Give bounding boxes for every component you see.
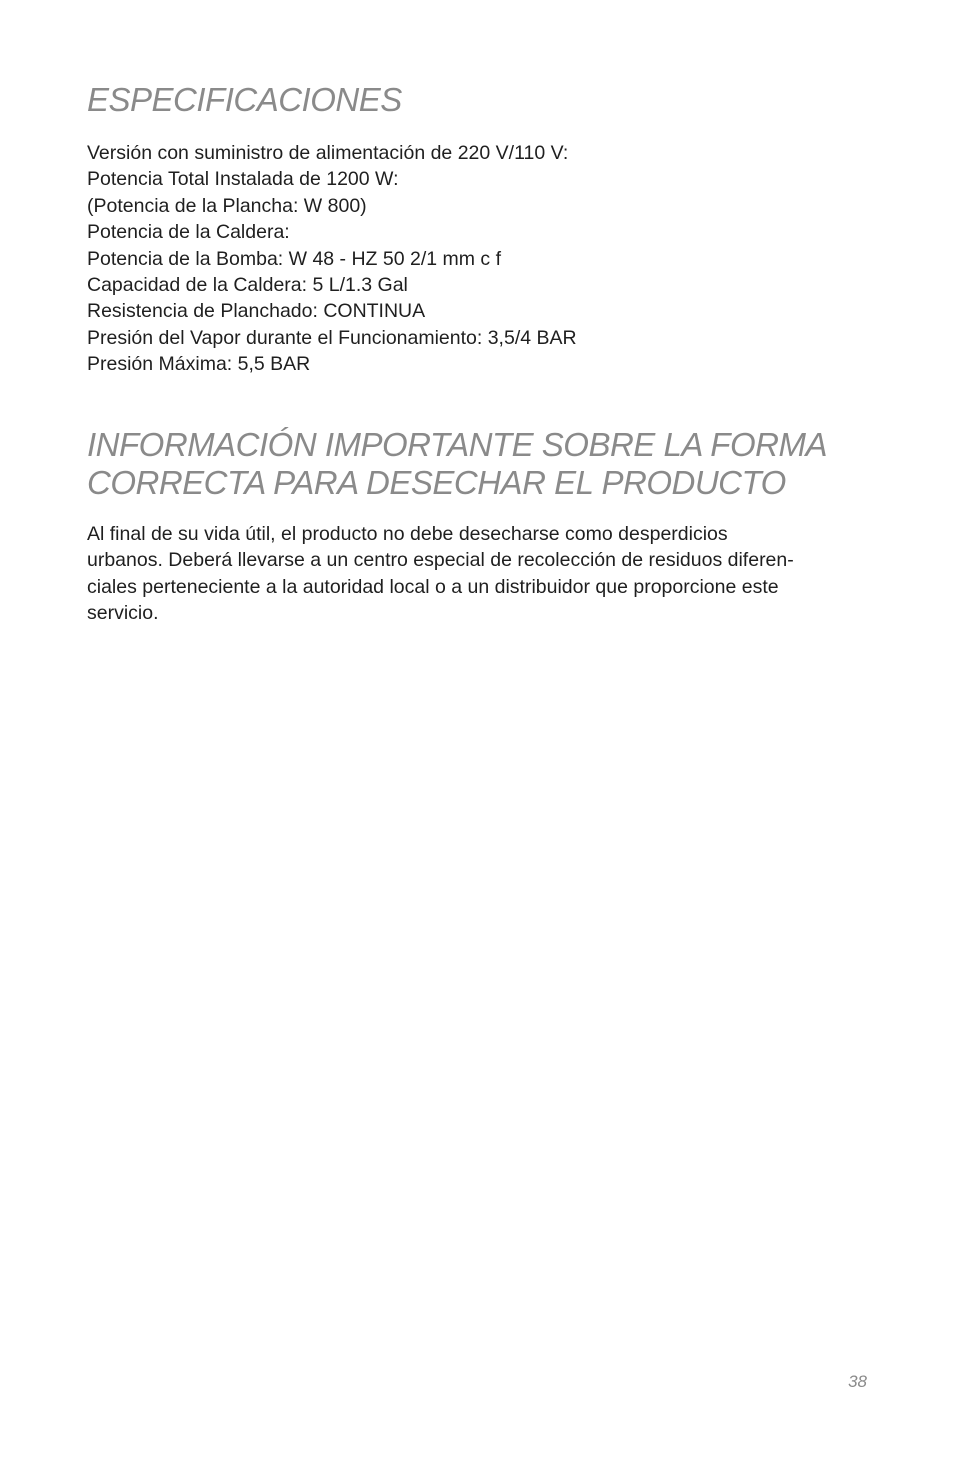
spec-item: Versión con suministro de alimentación de 220 V/110 V: — [87, 142, 569, 164]
paragraph-line: urbanos. Deberá llevarse a un centro especial de recolección de residuos diferen- — [87, 549, 794, 572]
page-number: 38 — [848, 1372, 867, 1391]
spec-item: Capacidad de la Caldera: 5 L/1.3 Gal — [87, 274, 408, 297]
disposal-heading-line: CORRECTA PARA DESECHAR EL PRODUCTO — [87, 464, 786, 501]
disposal-heading-line: INFORMACIÓN IMPORTANTE SOBRE LA FORMA — [87, 426, 827, 463]
spec-item: Potencia Total Instalada de 1200 W: — [87, 168, 399, 191]
disposal-paragraph — [87, 521, 877, 627]
spec-item: Presión del Vapor durante el Funcionamiento: 3,5/4 BAR — [87, 326, 577, 349]
spec-item: (Potencia de la Plancha: W 800) — [87, 194, 367, 217]
specifications-heading: ESPECIFICACIONES — [87, 81, 402, 118]
spec-item: Potencia de la Caldera: — [87, 221, 290, 244]
paragraph-line: servicio. — [87, 602, 159, 625]
spec-item: Resistencia de Planchado: CONTINUA — [87, 300, 426, 323]
disposal-heading — [87, 426, 867, 502]
spec-item: Presión Máxima: 5,5 BAR — [87, 353, 311, 376]
paragraph-line: Al final de su vida útil, el producto no debe desecharse como desperdicios — [87, 523, 728, 545]
spec-item: Potencia de la Bomba: W 48 - HZ 50 2/1 mm c f — [87, 247, 502, 270]
specifications-list — [87, 140, 577, 378]
paragraph-line: ciales perteneciente a la autoridad local o a un distribuidor que proporcione este — [87, 575, 779, 598]
